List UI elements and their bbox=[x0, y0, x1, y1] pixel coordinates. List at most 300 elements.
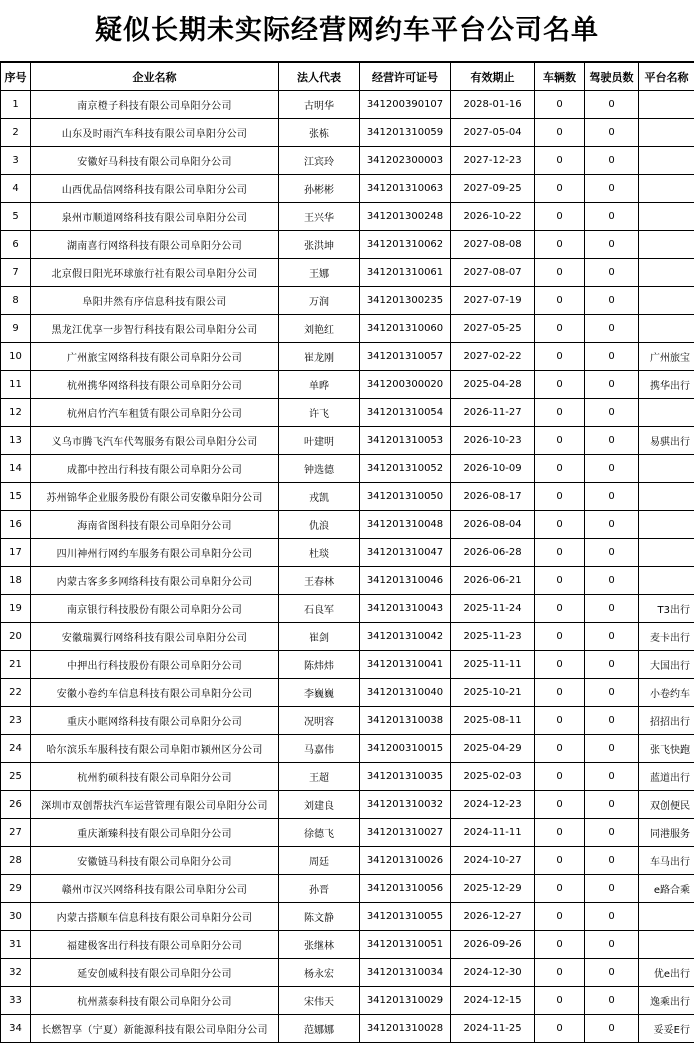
cell-expiry: 2026-06-28 bbox=[451, 539, 535, 567]
cell-index: 24 bbox=[1, 735, 31, 763]
cell-platform: e路合乘 bbox=[639, 875, 694, 903]
cell-expiry: 2025-04-29 bbox=[451, 735, 535, 763]
cell-platform bbox=[639, 259, 694, 287]
cell-index: 7 bbox=[1, 259, 31, 287]
cell-expiry: 2025-11-23 bbox=[451, 623, 535, 651]
cell-index: 6 bbox=[1, 231, 31, 259]
cell-index: 18 bbox=[1, 567, 31, 595]
cell-index: 15 bbox=[1, 483, 31, 511]
cell-platform bbox=[639, 315, 694, 343]
cell-company: 杭州启竹汽车租赁有限公司阜阳分公司 bbox=[31, 399, 279, 427]
cell-expiry: 2027-02-22 bbox=[451, 343, 535, 371]
cell-index: 22 bbox=[1, 679, 31, 707]
cell-legal-rep: 王春林 bbox=[279, 567, 360, 595]
cell-platform: 逸乘出行 bbox=[639, 987, 694, 1015]
cell-company: 哈尔滨乐车服科技有限公司阜阳市颍州区分公司 bbox=[31, 735, 279, 763]
cell-license: 341201310060 bbox=[360, 315, 451, 343]
table-row bbox=[1, 735, 694, 763]
cell-vehicles: 0 bbox=[535, 1015, 585, 1043]
cell-license: 341201310029 bbox=[360, 987, 451, 1015]
cell-company: 广州旅宝网络科技有限公司阜阳分公司 bbox=[31, 343, 279, 371]
cell-drivers: 0 bbox=[585, 427, 639, 455]
cell-index: 1 bbox=[1, 91, 31, 119]
cell-license: 341201310056 bbox=[360, 875, 451, 903]
cell-legal-rep: 况明容 bbox=[279, 707, 360, 735]
cell-index: 31 bbox=[1, 931, 31, 959]
cell-license: 341201310032 bbox=[360, 791, 451, 819]
cell-license: 341201300235 bbox=[360, 287, 451, 315]
cell-company: 安徽瑞翼行网络科技有限公司阜阳分公司 bbox=[31, 623, 279, 651]
cell-drivers: 0 bbox=[585, 735, 639, 763]
cell-legal-rep: 徐德飞 bbox=[279, 819, 360, 847]
cell-company: 杭州蒸泰科技有限公司阜阳分公司 bbox=[31, 987, 279, 1015]
table-row bbox=[1, 483, 694, 511]
cell-expiry: 2028-01-16 bbox=[451, 91, 535, 119]
cell-license: 341201310055 bbox=[360, 903, 451, 931]
cell-company: 中押出行科技股份有限公司阜阳分公司 bbox=[31, 651, 279, 679]
cell-vehicles: 0 bbox=[535, 455, 585, 483]
cell-legal-rep: 刘建良 bbox=[279, 791, 360, 819]
cell-index: 13 bbox=[1, 427, 31, 455]
cell-license: 341200390107 bbox=[360, 91, 451, 119]
cell-company: 杭州携华网络科技有限公司阜阳分公司 bbox=[31, 371, 279, 399]
table-row bbox=[1, 1015, 694, 1043]
cell-legal-rep: 范娜娜 bbox=[279, 1015, 360, 1043]
cell-index: 2 bbox=[1, 119, 31, 147]
cell-license: 341201310035 bbox=[360, 763, 451, 791]
cell-platform bbox=[639, 931, 694, 959]
cell-platform: 易骐出行 bbox=[639, 427, 694, 455]
cell-vehicles: 0 bbox=[535, 567, 585, 595]
cell-drivers: 0 bbox=[585, 651, 639, 679]
header-expiry: 有效期止 bbox=[451, 63, 535, 91]
table-row bbox=[1, 847, 694, 875]
table-row bbox=[1, 343, 694, 371]
cell-expiry: 2026-10-23 bbox=[451, 427, 535, 455]
cell-expiry: 2026-10-09 bbox=[451, 455, 535, 483]
cell-index: 16 bbox=[1, 511, 31, 539]
cell-company: 内蒙古客多多网络科技有限公司阜阳分公司 bbox=[31, 567, 279, 595]
cell-index: 11 bbox=[1, 371, 31, 399]
table-row bbox=[1, 287, 694, 315]
cell-company: 湖南喜行网络科技有限公司阜阳分公司 bbox=[31, 231, 279, 259]
cell-expiry: 2026-09-26 bbox=[451, 931, 535, 959]
cell-index: 3 bbox=[1, 147, 31, 175]
cell-company: 杭州豹硕科技有限公司阜阳分公司 bbox=[31, 763, 279, 791]
cell-drivers: 0 bbox=[585, 231, 639, 259]
cell-company: 苏州锦华企业服务股份有限公司安徽阜阳分公司 bbox=[31, 483, 279, 511]
table-row bbox=[1, 147, 694, 175]
cell-platform bbox=[639, 399, 694, 427]
cell-company: 成都中控出行科技有限公司阜阳分公司 bbox=[31, 455, 279, 483]
cell-drivers: 0 bbox=[585, 1015, 639, 1043]
cell-drivers: 0 bbox=[585, 399, 639, 427]
cell-platform: 麦卡出行 bbox=[639, 623, 694, 651]
cell-vehicles: 0 bbox=[535, 287, 585, 315]
cell-drivers: 0 bbox=[585, 343, 639, 371]
cell-legal-rep: 孙彬彬 bbox=[279, 175, 360, 203]
cell-platform: 小卷约车 bbox=[639, 679, 694, 707]
cell-expiry: 2026-08-17 bbox=[451, 483, 535, 511]
cell-vehicles: 0 bbox=[535, 679, 585, 707]
cell-company: 阜阳井然有序信息科技有限公司 bbox=[31, 287, 279, 315]
cell-drivers: 0 bbox=[585, 679, 639, 707]
cell-license: 341201310051 bbox=[360, 931, 451, 959]
cell-vehicles: 0 bbox=[535, 259, 585, 287]
cell-expiry: 2027-05-25 bbox=[451, 315, 535, 343]
table-row bbox=[1, 987, 694, 1015]
cell-vehicles: 0 bbox=[535, 931, 585, 959]
cell-legal-rep: 单晔 bbox=[279, 371, 360, 399]
cell-expiry: 2026-12-27 bbox=[451, 903, 535, 931]
cell-platform: 车马出行 bbox=[639, 847, 694, 875]
cell-drivers: 0 bbox=[585, 483, 639, 511]
cell-drivers: 0 bbox=[585, 175, 639, 203]
cell-drivers: 0 bbox=[585, 91, 639, 119]
cell-drivers: 0 bbox=[585, 371, 639, 399]
cell-drivers: 0 bbox=[585, 287, 639, 315]
table-row bbox=[1, 175, 694, 203]
cell-company: 黑龙江优享一步智行科技有限公司阜阳分公司 bbox=[31, 315, 279, 343]
cell-index: 32 bbox=[1, 959, 31, 987]
cell-vehicles: 0 bbox=[535, 791, 585, 819]
cell-vehicles: 0 bbox=[535, 399, 585, 427]
cell-index: 10 bbox=[1, 343, 31, 371]
cell-license: 341201310040 bbox=[360, 679, 451, 707]
cell-legal-rep: 李巍巍 bbox=[279, 679, 360, 707]
cell-index: 17 bbox=[1, 539, 31, 567]
table-row bbox=[1, 91, 694, 119]
cell-license: 341201310027 bbox=[360, 819, 451, 847]
table-header-row bbox=[1, 63, 694, 91]
cell-license: 341201310063 bbox=[360, 175, 451, 203]
cell-index: 30 bbox=[1, 903, 31, 931]
cell-platform bbox=[639, 175, 694, 203]
cell-vehicles: 0 bbox=[535, 371, 585, 399]
table-body bbox=[1, 91, 694, 1043]
cell-license: 341201310061 bbox=[360, 259, 451, 287]
cell-index: 12 bbox=[1, 399, 31, 427]
cell-license: 341201310057 bbox=[360, 343, 451, 371]
cell-license: 341201310052 bbox=[360, 455, 451, 483]
cell-vehicles: 0 bbox=[535, 203, 585, 231]
table-row bbox=[1, 427, 694, 455]
cell-expiry: 2024-12-15 bbox=[451, 987, 535, 1015]
cell-vehicles: 0 bbox=[535, 819, 585, 847]
table-row bbox=[1, 595, 694, 623]
cell-company: 南京银行科技股份有限公司阜阳分公司 bbox=[31, 595, 279, 623]
cell-license: 341201310041 bbox=[360, 651, 451, 679]
cell-drivers: 0 bbox=[585, 539, 639, 567]
cell-vehicles: 0 bbox=[535, 175, 585, 203]
table-row bbox=[1, 567, 694, 595]
cell-vehicles: 0 bbox=[535, 959, 585, 987]
cell-index: 33 bbox=[1, 987, 31, 1015]
cell-drivers: 0 bbox=[585, 707, 639, 735]
cell-license: 341201310028 bbox=[360, 1015, 451, 1043]
cell-vehicles: 0 bbox=[535, 231, 585, 259]
table-row bbox=[1, 763, 694, 791]
cell-drivers: 0 bbox=[585, 847, 639, 875]
cell-legal-rep: 孙晋 bbox=[279, 875, 360, 903]
cell-license: 341200300020 bbox=[360, 371, 451, 399]
header-vehicles: 车辆数 bbox=[535, 63, 585, 91]
cell-index: 20 bbox=[1, 623, 31, 651]
cell-legal-rep: 周廷 bbox=[279, 847, 360, 875]
cell-index: 9 bbox=[1, 315, 31, 343]
cell-platform: 大国出行 bbox=[639, 651, 694, 679]
cell-license: 341201310062 bbox=[360, 231, 451, 259]
table-row bbox=[1, 119, 694, 147]
cell-legal-rep: 张栋 bbox=[279, 119, 360, 147]
cell-drivers: 0 bbox=[585, 567, 639, 595]
cell-expiry: 2027-08-07 bbox=[451, 259, 535, 287]
cell-company: 四川神州行网约车服务有限公司阜阳分公司 bbox=[31, 539, 279, 567]
table-row bbox=[1, 679, 694, 707]
cell-company: 南京橙子科技有限公司阜阳分公司 bbox=[31, 91, 279, 119]
cell-company: 内蒙古搭顺车信息科技有限公司阜阳分公司 bbox=[31, 903, 279, 931]
cell-index: 25 bbox=[1, 763, 31, 791]
cell-legal-rep: 王娜 bbox=[279, 259, 360, 287]
cell-vehicles: 0 bbox=[535, 427, 585, 455]
cell-platform: 妥妥E行 bbox=[639, 1015, 694, 1043]
cell-legal-rep: 石良军 bbox=[279, 595, 360, 623]
table-row bbox=[1, 231, 694, 259]
cell-drivers: 0 bbox=[585, 623, 639, 651]
cell-platform: 携华出行 bbox=[639, 371, 694, 399]
cell-index: 8 bbox=[1, 287, 31, 315]
cell-expiry: 2027-05-04 bbox=[451, 119, 535, 147]
cell-drivers: 0 bbox=[585, 259, 639, 287]
header-company: 企业名称 bbox=[31, 63, 279, 91]
cell-legal-rep: 刘艳红 bbox=[279, 315, 360, 343]
cell-license: 341201310038 bbox=[360, 707, 451, 735]
header-platform: 平台名称 bbox=[639, 63, 694, 91]
cell-drivers: 0 bbox=[585, 791, 639, 819]
table-row bbox=[1, 819, 694, 847]
cell-index: 26 bbox=[1, 791, 31, 819]
table-row bbox=[1, 791, 694, 819]
cell-drivers: 0 bbox=[585, 595, 639, 623]
cell-platform bbox=[639, 287, 694, 315]
cell-legal-rep: 张继林 bbox=[279, 931, 360, 959]
table-row bbox=[1, 623, 694, 651]
cell-vehicles: 0 bbox=[535, 595, 585, 623]
cell-drivers: 0 bbox=[585, 959, 639, 987]
cell-expiry: 2027-08-08 bbox=[451, 231, 535, 259]
cell-vehicles: 0 bbox=[535, 623, 585, 651]
cell-company: 山西优品信网络科技有限公司阜阳分公司 bbox=[31, 175, 279, 203]
header-legal-rep: 法人代表 bbox=[279, 63, 360, 91]
cell-drivers: 0 bbox=[585, 763, 639, 791]
cell-platform: 招招出行 bbox=[639, 707, 694, 735]
table-row bbox=[1, 455, 694, 483]
table-row bbox=[1, 203, 694, 231]
cell-expiry: 2024-11-11 bbox=[451, 819, 535, 847]
cell-license: 341201310042 bbox=[360, 623, 451, 651]
cell-drivers: 0 bbox=[585, 511, 639, 539]
cell-index: 28 bbox=[1, 847, 31, 875]
cell-platform bbox=[639, 539, 694, 567]
cell-company: 福建极客出行科技有限公司阜阳分公司 bbox=[31, 931, 279, 959]
cell-index: 34 bbox=[1, 1015, 31, 1043]
cell-platform: 优e出行 bbox=[639, 959, 694, 987]
cell-index: 27 bbox=[1, 819, 31, 847]
cell-legal-rep: 陈文静 bbox=[279, 903, 360, 931]
cell-vehicles: 0 bbox=[535, 763, 585, 791]
cell-company: 泉州市顺道网络科技有限公司阜阳分公司 bbox=[31, 203, 279, 231]
cell-vehicles: 0 bbox=[535, 987, 585, 1015]
cell-expiry: 2024-10-27 bbox=[451, 847, 535, 875]
cell-index: 14 bbox=[1, 455, 31, 483]
cell-legal-rep: 陈炜炜 bbox=[279, 651, 360, 679]
cell-index: 5 bbox=[1, 203, 31, 231]
cell-drivers: 0 bbox=[585, 119, 639, 147]
cell-platform bbox=[639, 231, 694, 259]
cell-vehicles: 0 bbox=[535, 651, 585, 679]
cell-platform: 广州旅宝 bbox=[639, 343, 694, 371]
cell-expiry: 2026-10-22 bbox=[451, 203, 535, 231]
cell-legal-rep: 杜琰 bbox=[279, 539, 360, 567]
cell-license: 341201310059 bbox=[360, 119, 451, 147]
cell-platform bbox=[639, 483, 694, 511]
cell-vehicles: 0 bbox=[535, 119, 585, 147]
cell-company: 深圳市双创帮扶汽车运营管理有限公司阜阳分公司 bbox=[31, 791, 279, 819]
cell-expiry: 2026-06-21 bbox=[451, 567, 535, 595]
cell-legal-rep: 仇浪 bbox=[279, 511, 360, 539]
cell-platform bbox=[639, 147, 694, 175]
cell-legal-rep: 万润 bbox=[279, 287, 360, 315]
cell-vehicles: 0 bbox=[535, 511, 585, 539]
cell-expiry: 2025-12-29 bbox=[451, 875, 535, 903]
cell-expiry: 2024-11-25 bbox=[451, 1015, 535, 1043]
cell-index: 29 bbox=[1, 875, 31, 903]
cell-drivers: 0 bbox=[585, 455, 639, 483]
table-row bbox=[1, 399, 694, 427]
table-row bbox=[1, 959, 694, 987]
cell-license: 341201310046 bbox=[360, 567, 451, 595]
table-row bbox=[1, 259, 694, 287]
cell-drivers: 0 bbox=[585, 931, 639, 959]
cell-platform bbox=[639, 511, 694, 539]
table-row bbox=[1, 875, 694, 903]
cell-company: 长燃智享（宁夏）新能源科技有限公司阜阳分公司 bbox=[31, 1015, 279, 1043]
header-index: 序号 bbox=[1, 63, 31, 91]
table-row bbox=[1, 903, 694, 931]
cell-company: 安徽小卷约车信息科技有限公司阜阳分公司 bbox=[31, 679, 279, 707]
table-row bbox=[1, 511, 694, 539]
cell-vehicles: 0 bbox=[535, 315, 585, 343]
cell-expiry: 2024-12-23 bbox=[451, 791, 535, 819]
cell-drivers: 0 bbox=[585, 315, 639, 343]
cell-company: 北京假日阳光环球旅行社有限公司阜阳分公司 bbox=[31, 259, 279, 287]
cell-license: 341201310050 bbox=[360, 483, 451, 511]
cell-expiry: 2027-09-25 bbox=[451, 175, 535, 203]
cell-expiry: 2027-12-23 bbox=[451, 147, 535, 175]
cell-company: 义乌市腾飞汽车代驾服务有限公司阜阳分公司 bbox=[31, 427, 279, 455]
cell-legal-rep: 许飞 bbox=[279, 399, 360, 427]
cell-platform bbox=[639, 203, 694, 231]
cell-expiry: 2026-11-27 bbox=[451, 399, 535, 427]
table-row bbox=[1, 371, 694, 399]
cell-company: 赣州市汉兴网络科技有限公司阜阳分公司 bbox=[31, 875, 279, 903]
cell-platform bbox=[639, 903, 694, 931]
cell-expiry: 2025-08-11 bbox=[451, 707, 535, 735]
cell-license: 341201310053 bbox=[360, 427, 451, 455]
table-row bbox=[1, 539, 694, 567]
cell-drivers: 0 bbox=[585, 819, 639, 847]
cell-platform: 蓝道出行 bbox=[639, 763, 694, 791]
cell-license: 341201310034 bbox=[360, 959, 451, 987]
cell-license: 341200310015 bbox=[360, 735, 451, 763]
cell-company: 重庆小眶网络科技有限公司阜阳分公司 bbox=[31, 707, 279, 735]
cell-vehicles: 0 bbox=[535, 147, 585, 175]
cell-license: 341201300248 bbox=[360, 203, 451, 231]
table-row bbox=[1, 931, 694, 959]
cell-vehicles: 0 bbox=[535, 539, 585, 567]
cell-license: 341201310047 bbox=[360, 539, 451, 567]
cell-legal-rep: 戎凯 bbox=[279, 483, 360, 511]
cell-drivers: 0 bbox=[585, 203, 639, 231]
cell-company: 延安创威科技有限公司阜阳分公司 bbox=[31, 959, 279, 987]
cell-platform: T3出行 bbox=[639, 595, 694, 623]
cell-legal-rep: 崔龙刚 bbox=[279, 343, 360, 371]
cell-license: 341201310026 bbox=[360, 847, 451, 875]
cell-legal-rep: 崔剑 bbox=[279, 623, 360, 651]
cell-legal-rep: 江宾玲 bbox=[279, 147, 360, 175]
table-row bbox=[1, 707, 694, 735]
cell-legal-rep: 王超 bbox=[279, 763, 360, 791]
header-drivers: 驾驶员数 bbox=[585, 63, 639, 91]
cell-license: 341201310054 bbox=[360, 399, 451, 427]
cell-vehicles: 0 bbox=[535, 91, 585, 119]
cell-vehicles: 0 bbox=[535, 343, 585, 371]
cell-license: 341201310043 bbox=[360, 595, 451, 623]
cell-vehicles: 0 bbox=[535, 483, 585, 511]
cell-expiry: 2025-11-24 bbox=[451, 595, 535, 623]
cell-platform: 双创便民 bbox=[639, 791, 694, 819]
company-list-table bbox=[0, 62, 694, 1043]
cell-expiry: 2025-02-03 bbox=[451, 763, 535, 791]
cell-index: 23 bbox=[1, 707, 31, 735]
cell-legal-rep: 叶建明 bbox=[279, 427, 360, 455]
cell-vehicles: 0 bbox=[535, 707, 585, 735]
header-license: 经营许可证号 bbox=[360, 63, 451, 91]
cell-drivers: 0 bbox=[585, 147, 639, 175]
cell-legal-rep: 宋伟天 bbox=[279, 987, 360, 1015]
cell-legal-rep: 钟选德 bbox=[279, 455, 360, 483]
cell-index: 21 bbox=[1, 651, 31, 679]
cell-company: 安徽链马科技有限公司阜阳分公司 bbox=[31, 847, 279, 875]
cell-expiry: 2024-12-30 bbox=[451, 959, 535, 987]
cell-vehicles: 0 bbox=[535, 875, 585, 903]
cell-license: 341201310048 bbox=[360, 511, 451, 539]
cell-platform bbox=[639, 455, 694, 483]
cell-legal-rep: 古明华 bbox=[279, 91, 360, 119]
table-row bbox=[1, 315, 694, 343]
cell-expiry: 2026-08-04 bbox=[451, 511, 535, 539]
table-row bbox=[1, 651, 694, 679]
cell-drivers: 0 bbox=[585, 987, 639, 1015]
cell-legal-rep: 马嘉伟 bbox=[279, 735, 360, 763]
cell-platform bbox=[639, 119, 694, 147]
cell-company: 重庆渐臻科技有限公司阜阳分公司 bbox=[31, 819, 279, 847]
cell-platform bbox=[639, 567, 694, 595]
cell-company: 山东及时雨汽车科技有限公司阜阳分公司 bbox=[31, 119, 279, 147]
cell-platform bbox=[639, 91, 694, 119]
cell-drivers: 0 bbox=[585, 903, 639, 931]
cell-expiry: 2027-07-19 bbox=[451, 287, 535, 315]
